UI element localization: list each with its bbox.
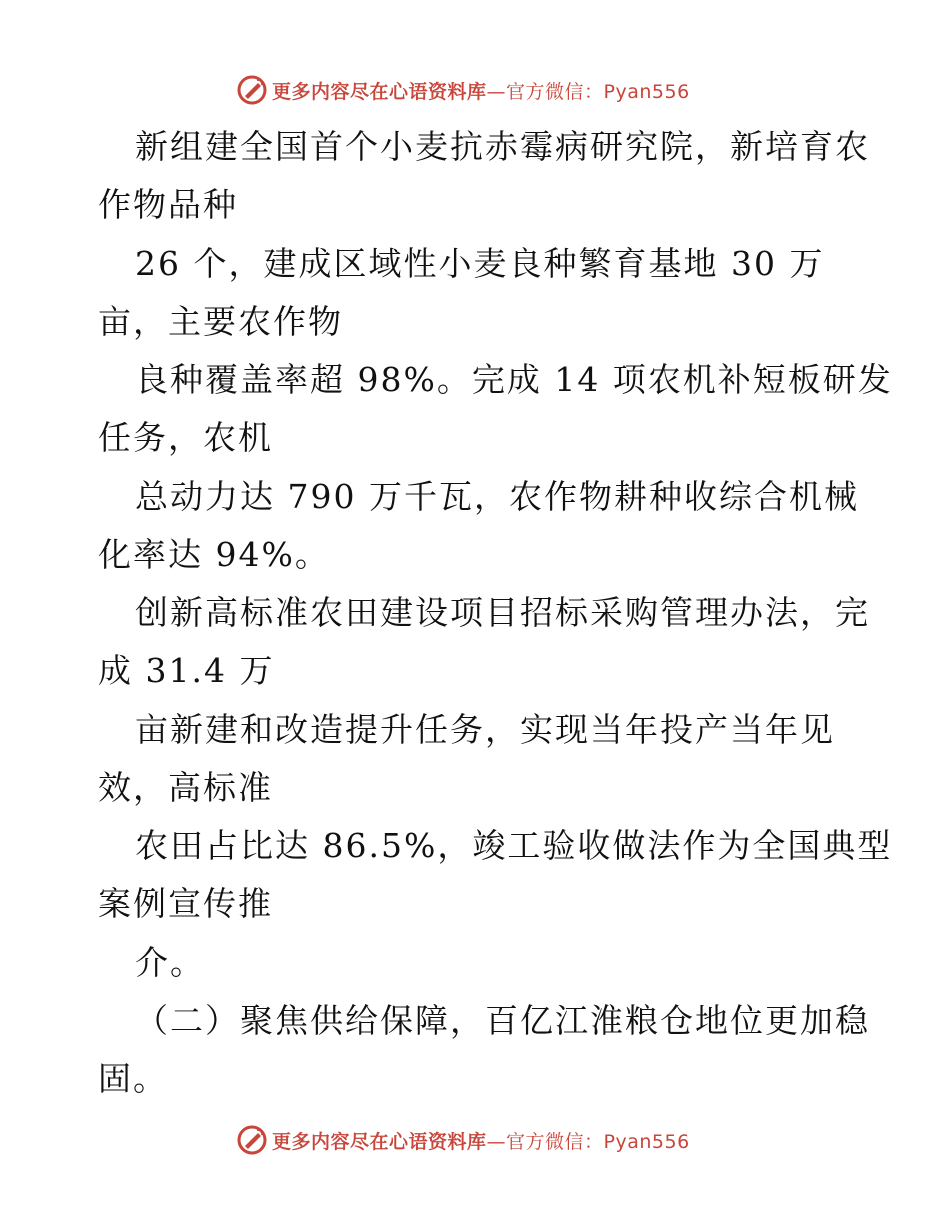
body-line: 介。 [135, 943, 205, 982]
banner-wechat-text: —官方微信：Pyan556 [486, 80, 690, 103]
body-line: 案例宣传推 [98, 884, 273, 923]
section-heading: （二）聚焦供给保障，百亿江淮粮仓地位更加稳 [135, 1001, 870, 1040]
body-line: 化率达 94%。 [98, 535, 330, 574]
banner-site-text: 更多内容尽在心语资料库 [272, 1130, 487, 1153]
body-line: 固。 [98, 1059, 168, 1098]
body-line: 良种覆盖率超 98%。完成 14 项农机补短板研发 [135, 360, 893, 399]
body-line: 新组建全国首个小麦抗赤霉病研究院，新培育农 [135, 127, 870, 166]
brand-logo-icon [236, 1124, 268, 1156]
body-line: 亩新建和改造提升任务，实现当年投产当年见 [135, 710, 835, 749]
body-line: 亩，主要农作物 [98, 302, 343, 341]
body-line: 26 个，建成区域性小麦良种繁育基地 30 万 [135, 244, 825, 283]
body-line: 任务，农机 [98, 418, 273, 457]
body-line: 效，高标准 [98, 768, 273, 807]
body-line: 创新高标准农田建设项目招标采购管理办法，完 [135, 593, 870, 632]
body-line: 农田占比达 86.5%，竣工验收做法作为全国典型 [135, 826, 893, 865]
footer-banner [236, 1123, 690, 1157]
banner-site-text: 更多内容尽在心语资料库 [272, 80, 487, 103]
banner-wechat-text: —官方微信：Pyan556 [486, 1130, 690, 1153]
body-line: 作物品种 [98, 185, 238, 224]
body-line: 成 31.4 万 [98, 651, 275, 690]
body-line: 总动力达 790 万千瓦，农作物耕种收综合机械 [135, 477, 859, 516]
